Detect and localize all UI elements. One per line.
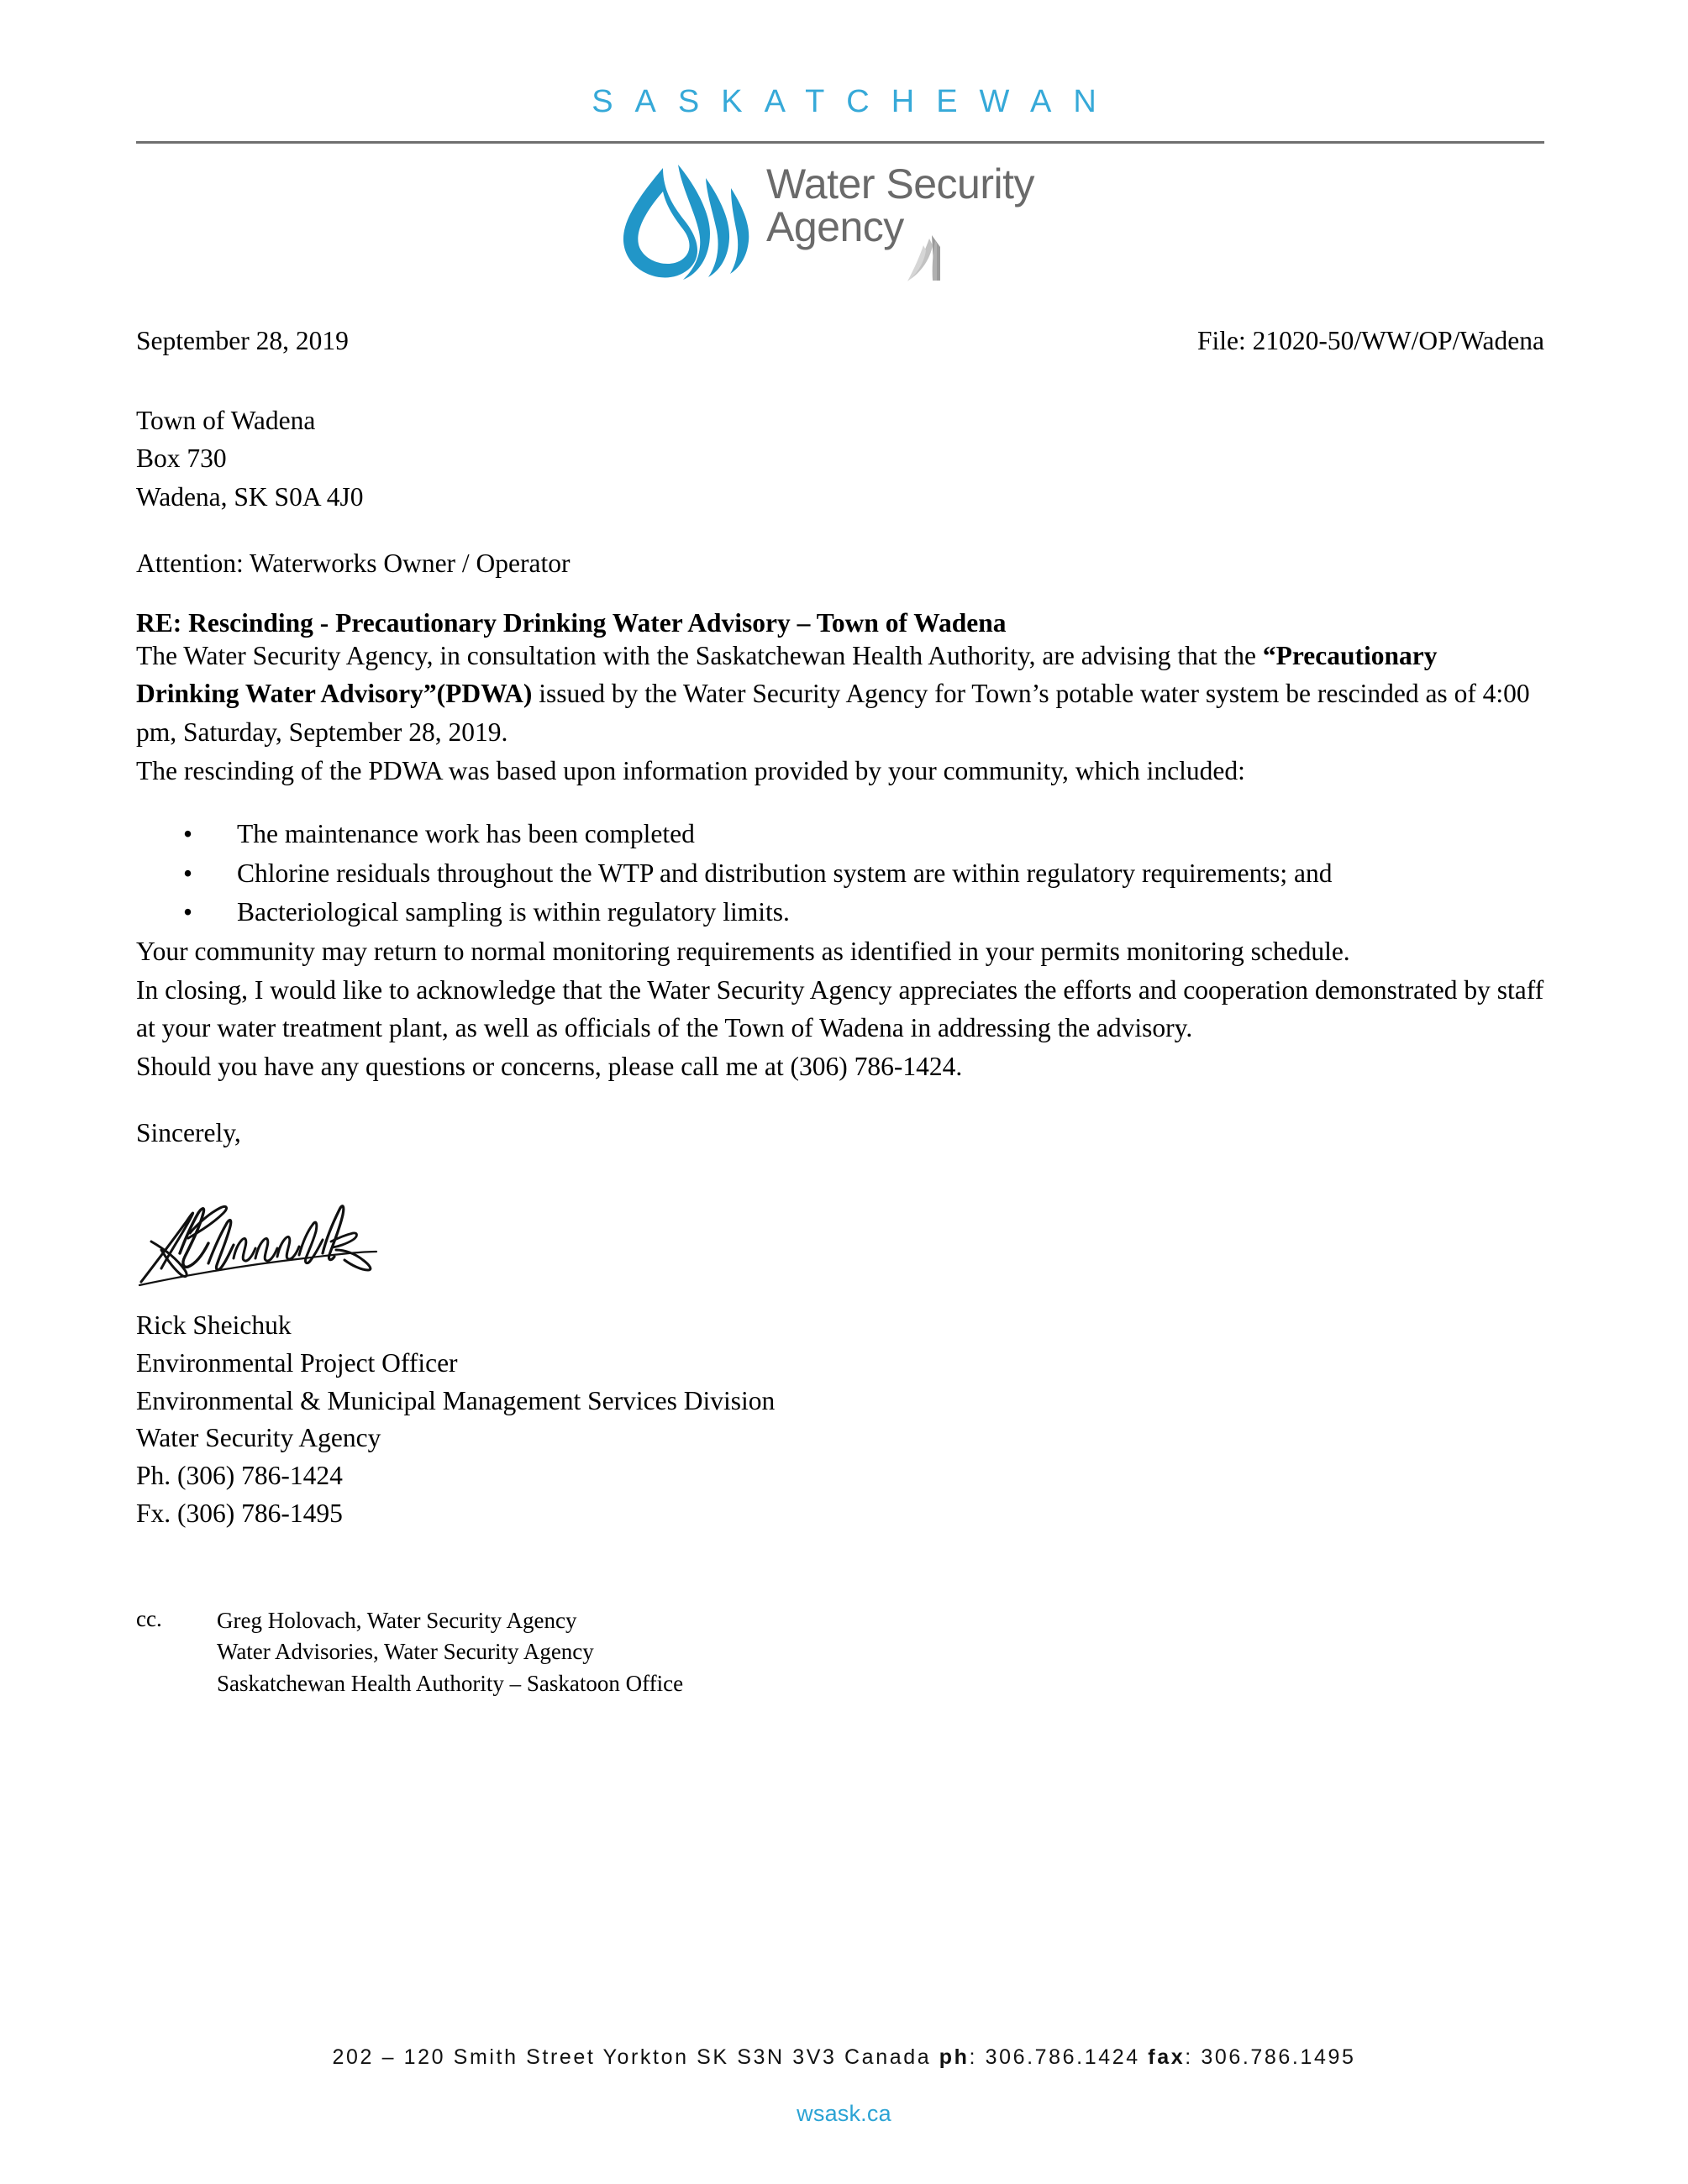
bullet-icon: • (183, 858, 193, 888)
closing-salutation: Sincerely, (136, 1117, 241, 1147)
logo-line-1: Water Security (766, 160, 1035, 207)
footer-street: 202 – 120 Smith Street Yorkton SK S3N 3V3 Canada (332, 2045, 939, 2069)
paragraph-5: Should you have any questions or concerns, please call me at (306) 786-1424. (136, 1052, 963, 1082)
cc-label: cc. (136, 1605, 162, 1631)
paragraph-2: The rescinding of the PDWA was based upon information provided by your community, which included: (136, 755, 1245, 785)
handwritten-signature (136, 1188, 380, 1289)
logo-line-2: Agency (766, 203, 904, 250)
date-and-file-row (136, 328, 1544, 354)
recipient-city-line: Wadena, SK S0A 4J0 (136, 481, 364, 512)
list-item-text: Bacteriological sampling is within regulatory limits. (237, 897, 790, 927)
signature-block (136, 1307, 1544, 1532)
list-item (136, 815, 1544, 854)
cc-block (136, 1605, 1544, 1700)
letter-date: September 28, 2019 (136, 326, 349, 355)
footer-phone-label: ph (939, 2045, 970, 2069)
footer-fax-label: fax (1148, 2045, 1186, 2069)
header-divider (136, 141, 1544, 144)
list-item (136, 854, 1544, 894)
bullet-icon: • (183, 819, 193, 849)
signer-phone: Ph. (306) 786-1424 (136, 1461, 343, 1491)
signer-division: Environmental & Municipal Management Services Division (136, 1385, 776, 1415)
letter-body (136, 328, 1544, 1700)
recipient-address (136, 402, 1544, 517)
signer-name: Rick Sheichuk (136, 1310, 292, 1341)
signer-fax: Fx. (306) 786-1495 (136, 1498, 343, 1528)
water-security-agency-logo (611, 160, 1081, 290)
list-item-text: The maintenance work has been completed (237, 819, 695, 849)
paragraph-4: In closing, I would like to acknowledge that the Water Security Agency appreciates the efforts and cooperation demonstrated by staff at your water treatment plant, as well as officials of the Town of Wadena in addressing the advisory. (136, 974, 1544, 1043)
list-item (136, 893, 1544, 932)
footer-phone-value: : 306.786.1424 (969, 2045, 1149, 2069)
website-link[interactable]: wsask.ca (797, 2101, 891, 2126)
file-reference: File: 21020-50/WW/OP/Wadena (1196, 326, 1544, 355)
recipient-name: Town of Wadena (136, 405, 316, 435)
list-item-text: Chlorine residuals throughout the WTP and distribution system are within regulatory requirements; and (237, 858, 1333, 888)
paragraph-1-part-2: issued by the Water Security Agency for Town’s potable water system be rescinded as of 4:00 pm, Saturday, September 28, 2019. (136, 679, 1530, 747)
paragraph-3: Your community may return to normal monitoring requirements as identified in your permits monitoring schedule. (136, 937, 1350, 967)
cc-recipient: Greg Holovach, Water Security Agency (217, 1607, 577, 1633)
signer-title: Environmental Project Officer (136, 1347, 458, 1378)
paragraph-1-part-1: The Water Security Agency, in consultation with the Saskatchewan Health Authority, are advising that the (136, 640, 1263, 670)
water-droplet-ripple-icon (611, 160, 758, 286)
cc-recipients (217, 1605, 683, 1700)
cc-recipient: Water Advisories, Water Security Agency (217, 1639, 594, 1665)
cc-recipient: Saskatchewan Health Authority – Saskatoon Office (217, 1671, 684, 1697)
province-wordmark: SASKATCHEWAN (592, 84, 1118, 119)
bullet-icon: • (183, 897, 193, 927)
footer-fax-value: : 306.786.1495 (1185, 2045, 1356, 2069)
subject-line: RE: Rescinding - Precautionary Drinking Water Advisory – Town of Wadena (136, 608, 1007, 638)
signer-organization: Water Security Agency (136, 1423, 381, 1453)
wheat-sheaf-icon (907, 234, 947, 284)
attention-line: Attention: Waterworks Owner / Operator (136, 548, 571, 578)
logo-wordmark (766, 160, 1035, 250)
footer-address (0, 2045, 1688, 2070)
recipient-box: Box 730 (136, 444, 227, 474)
paragraph-1-bold: “Precautionary Drinking Water Advisory”(PDWA) (136, 640, 1438, 709)
paragraph-1 (136, 637, 1544, 752)
reasons-list (136, 815, 1544, 932)
